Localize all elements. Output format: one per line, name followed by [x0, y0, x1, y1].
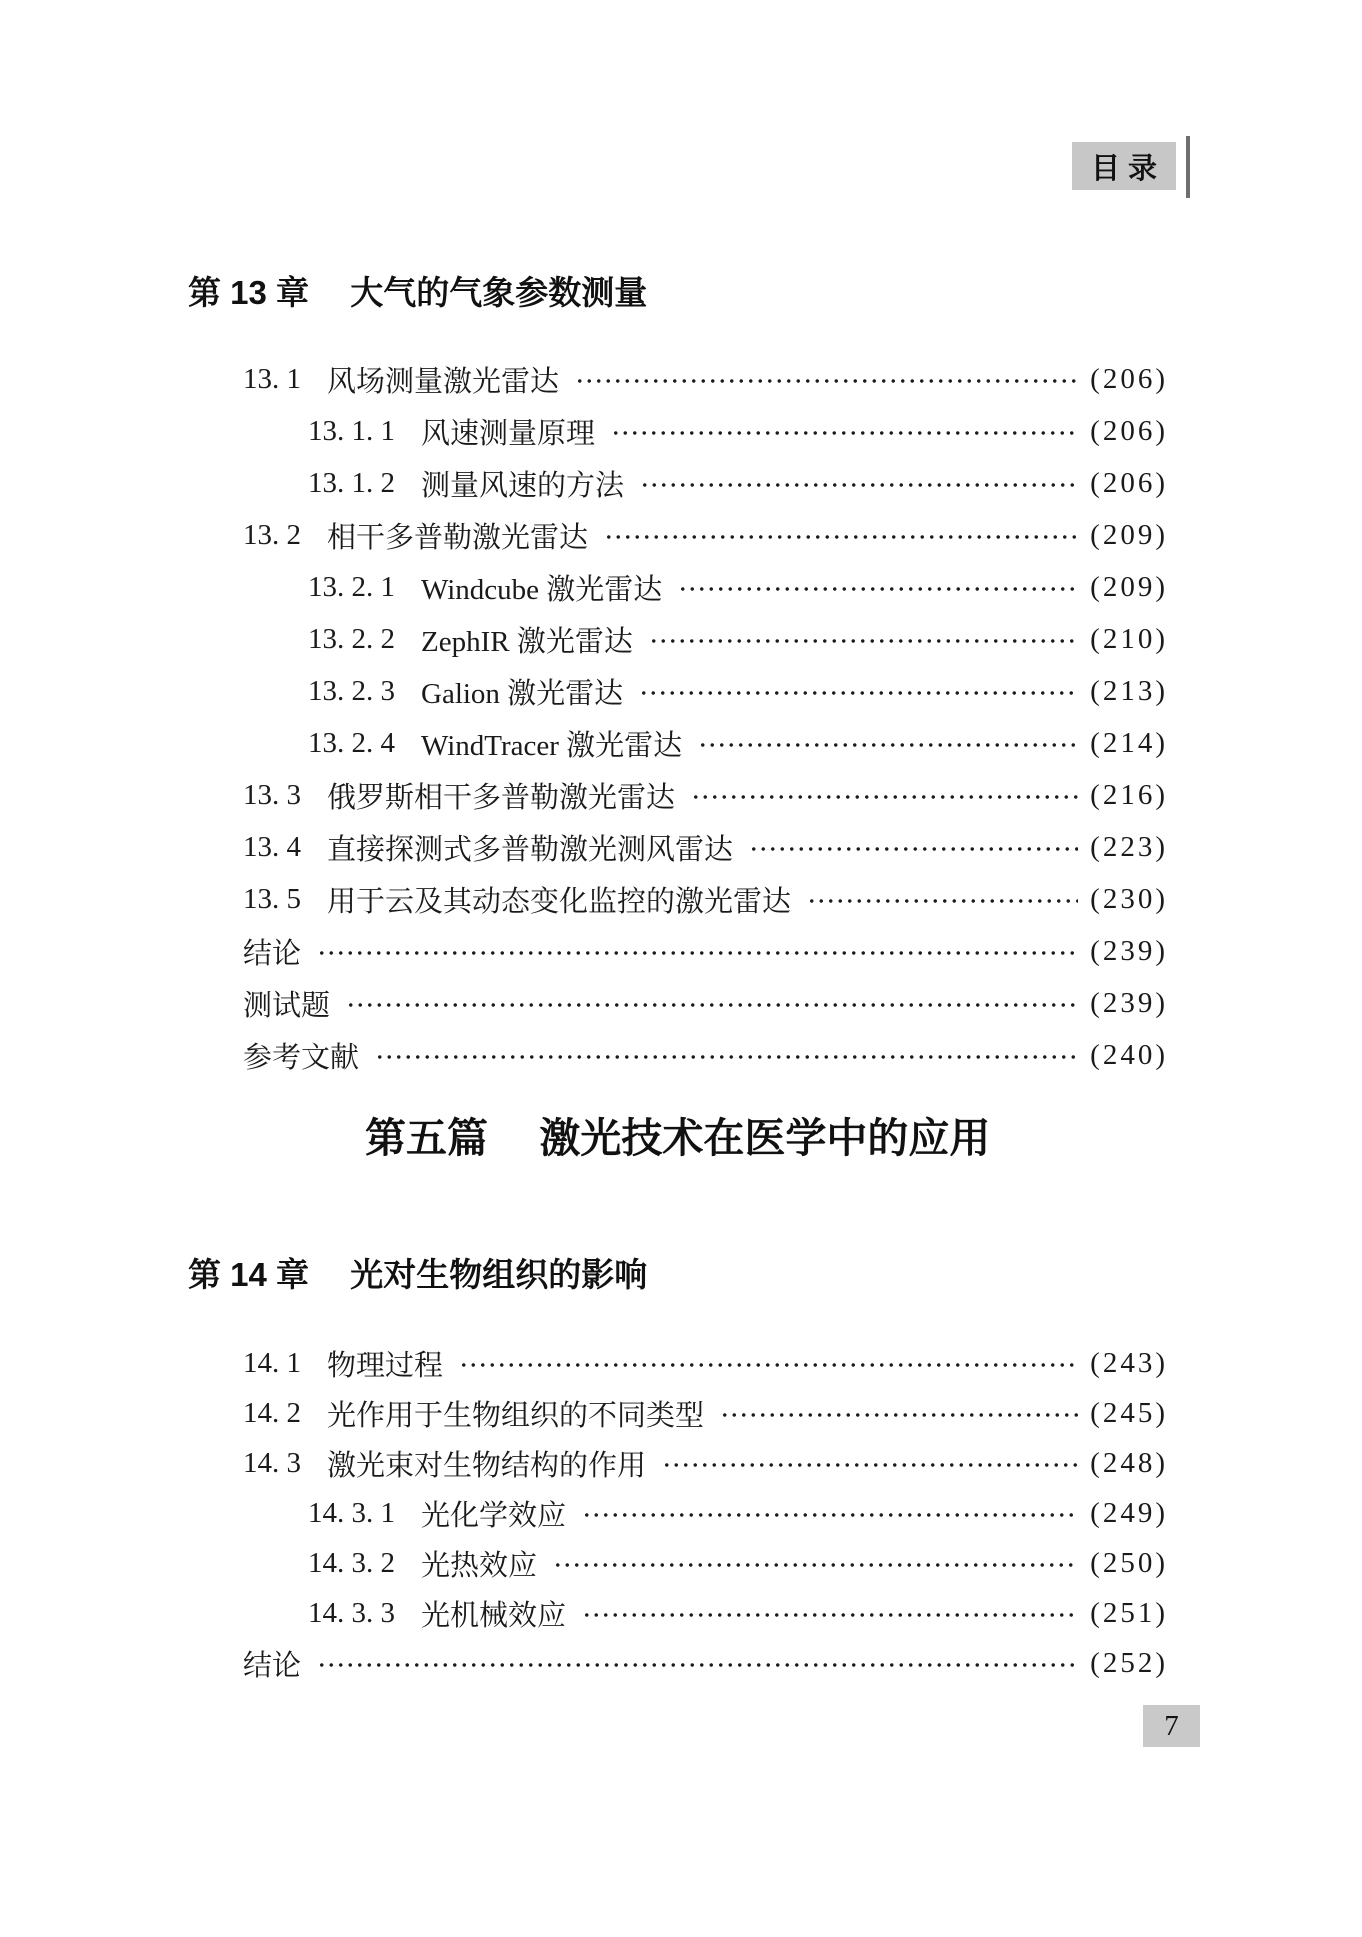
toc-entry-page: (210): [1090, 622, 1168, 655]
dotted-leader: [807, 896, 1078, 906]
toc-entry-number: 13. 1: [243, 362, 301, 395]
toc-entry-page: (239): [1090, 934, 1168, 967]
dotted-leader: [459, 1360, 1078, 1370]
dotted-leader: [346, 1000, 1078, 1010]
chapter-13-title: 大气的气象参数测量: [350, 274, 648, 311]
toc-entry-title: 风速测量原理: [421, 417, 596, 450]
dotted-leader: [582, 1510, 1078, 1520]
toc-entry: [243, 821, 1168, 873]
toc-entry-number: 13. 3: [243, 778, 301, 811]
dotted-leader: [698, 740, 1078, 750]
toc-entry: [243, 1638, 1168, 1688]
toc-entry-page: (252): [1090, 1646, 1168, 1679]
toc-entry: [243, 509, 1168, 561]
part-5-title: 激光技术在医学中的应用: [539, 1115, 991, 1161]
toc-entry-page: (243): [1090, 1346, 1168, 1379]
toc-entry-title: 结论: [243, 937, 302, 970]
toc-entry: [243, 1488, 1168, 1538]
toc-entry-title: WindTracer 激光雷达: [421, 729, 683, 762]
dotted-leader: [720, 1410, 1078, 1420]
chapter-13-heading: [188, 272, 647, 313]
toc-entry-title: 测量风速的方法: [421, 469, 625, 502]
toc-entry: [243, 405, 1168, 457]
dotted-leader: [575, 376, 1078, 386]
toc-entry-title: 风场测量激光雷达: [327, 365, 560, 398]
toc-entry-page: (214): [1090, 726, 1168, 759]
toc-entry: [243, 665, 1168, 717]
toc-entry-title: Windcube 激光雷达: [421, 573, 663, 606]
dotted-leader: [691, 792, 1078, 802]
toc-entry-number: 14. 3. 2: [308, 1546, 395, 1579]
toc-entry: [243, 457, 1168, 509]
toc-entry: [243, 561, 1168, 613]
toc-entry-title: 光作用于生物组织的不同类型: [327, 1399, 705, 1432]
toc-entry: [243, 1538, 1168, 1588]
toc-entry-number: 14. 1: [243, 1346, 301, 1379]
toc-entry-number: 13. 2. 1: [308, 570, 395, 603]
toc-entry-page: (209): [1090, 518, 1168, 551]
toc-entry-number: 13. 2. 2: [308, 622, 395, 655]
dotted-leader: [640, 480, 1078, 490]
toc-entry-title: 俄罗斯相干多普勒激光雷达: [327, 781, 676, 814]
toc-entry: [243, 925, 1168, 977]
dotted-leader: [639, 688, 1078, 698]
toc-entry-number: 13. 4: [243, 830, 301, 863]
toc-header-tag: 目 录: [1072, 142, 1176, 190]
toc-entry-title: 结论: [243, 1649, 302, 1682]
toc-entry: [243, 1588, 1168, 1638]
page-number-box: [1143, 1705, 1200, 1747]
toc-entry-number: 14. 3. 3: [308, 1596, 395, 1629]
toc-entry-number: 14. 3. 1: [308, 1496, 395, 1529]
dotted-leader: [317, 1660, 1078, 1670]
toc-entry-title: 光热效应: [421, 1549, 538, 1582]
chapter-14-label: 第 14 章: [188, 1256, 310, 1293]
toc-entry: [243, 1438, 1168, 1488]
dotted-leader: [604, 532, 1078, 542]
dotted-leader: [582, 1610, 1078, 1620]
dotted-leader: [749, 844, 1078, 854]
toc-entry-number: 13. 2. 4: [308, 726, 395, 759]
toc-entry-title: 测试题: [243, 989, 331, 1022]
dotted-leader: [611, 428, 1078, 438]
toc-entry-title: 激光束对生物结构的作用: [327, 1449, 647, 1482]
toc-entry-title: 用于云及其动态变化监控的激光雷达: [327, 885, 792, 918]
dotted-leader: [662, 1460, 1078, 1470]
toc-entry: [243, 1029, 1168, 1081]
toc-entry-title: Galion 激光雷达: [421, 677, 624, 710]
toc-entry-title: ZephIR 激光雷达: [421, 625, 633, 658]
toc-entry-number: 13. 1. 1: [308, 414, 395, 447]
toc-entry-page: (213): [1090, 674, 1168, 707]
toc-entry-page: (206): [1090, 362, 1168, 395]
chapter-14-entry-list: [243, 1338, 1168, 1688]
toc-entry-number: 13. 1. 2: [308, 466, 395, 499]
toc-entry-page: (251): [1090, 1596, 1168, 1629]
chapter-14-title: 光对生物组织的影响: [350, 1256, 648, 1293]
toc-entry-number: 13. 5: [243, 882, 301, 915]
toc-entry: [243, 1338, 1168, 1388]
toc-entry: [243, 769, 1168, 821]
toc-entry-page: (209): [1090, 570, 1168, 603]
chapter-14-heading: [188, 1254, 647, 1295]
toc-entry: [243, 613, 1168, 665]
toc-entry: [243, 977, 1168, 1029]
dotted-leader: [553, 1560, 1078, 1570]
dotted-leader: [649, 636, 1078, 646]
toc-entry-title: 光机械效应: [421, 1599, 567, 1632]
toc-entry-title: 相干多普勒激光雷达: [327, 521, 589, 554]
toc-entry-page: (249): [1090, 1496, 1168, 1529]
toc-entry-page: (206): [1090, 466, 1168, 499]
toc-entry-page: (240): [1090, 1038, 1168, 1071]
toc-entry-title: 物理过程: [327, 1349, 444, 1382]
toc-entry-page: (216): [1090, 778, 1168, 811]
page-number: 7: [1164, 1709, 1179, 1742]
dotted-leader: [317, 948, 1078, 958]
toc-entry: [243, 873, 1168, 925]
part-5-heading: [365, 1114, 990, 1163]
toc-entry-title: 光化学效应: [421, 1499, 567, 1532]
toc-entry-number: 13. 2: [243, 518, 301, 551]
toc-entry-page: (248): [1090, 1446, 1168, 1479]
dotted-leader: [375, 1052, 1078, 1062]
toc-entry-page: (239): [1090, 986, 1168, 1019]
toc-entry-page: (230): [1090, 882, 1168, 915]
toc-entry-page: (250): [1090, 1546, 1168, 1579]
chapter-13-label: 第 13 章: [188, 274, 310, 311]
toc-entry-title: 参考文献: [243, 1041, 360, 1074]
toc-entry-page: (245): [1090, 1396, 1168, 1429]
toc-entry: [243, 1388, 1168, 1438]
chapter-13-entry-list: [243, 353, 1168, 1081]
toc-entry: [243, 717, 1168, 769]
toc-entry-page: (223): [1090, 830, 1168, 863]
toc-entry-number: 13. 2. 3: [308, 674, 395, 707]
dotted-leader: [678, 584, 1078, 594]
toc-entry-number: 14. 3: [243, 1446, 301, 1479]
toc-entry: [243, 353, 1168, 405]
part-5-label: 第五篇: [365, 1115, 488, 1161]
header-vertical-bar: [1186, 136, 1190, 198]
toc-entry-title: 直接探测式多普勒激光测风雷达: [327, 833, 734, 866]
toc-entry-page: (206): [1090, 414, 1168, 447]
toc-entry-number: 14. 2: [243, 1396, 301, 1429]
